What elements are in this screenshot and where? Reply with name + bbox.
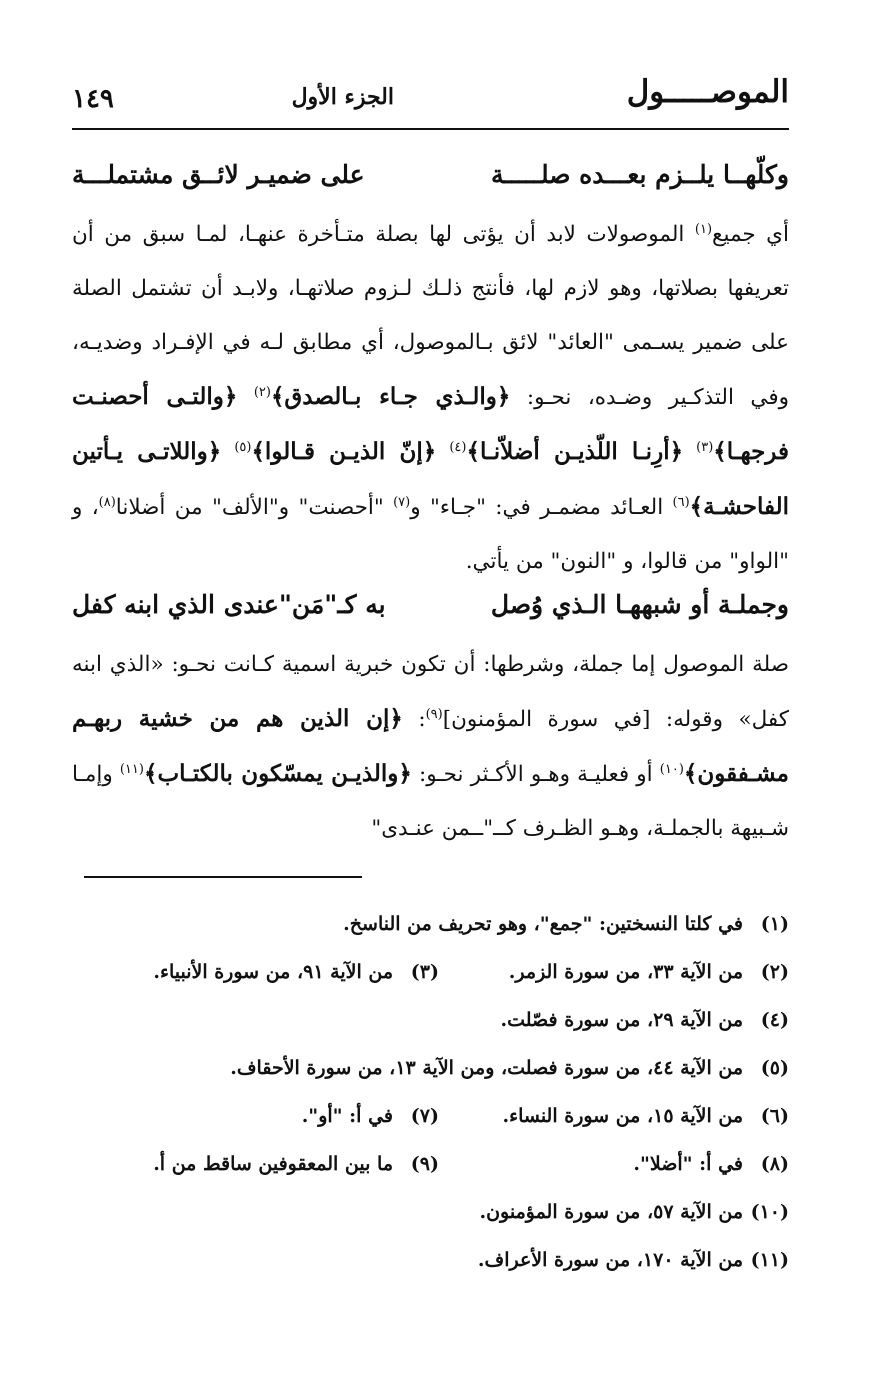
footnote-ref: (٦) xyxy=(672,494,690,510)
text-run: أي جميع xyxy=(712,222,789,247)
text-run: ، و "الواو" من قالوا، و "النون" من يأتي. xyxy=(72,495,789,574)
quran-quote: ﴿والتـى أحصنـت فرجهـا﴾ xyxy=(72,383,789,465)
footnote-row xyxy=(72,1188,789,1236)
footnote-separator xyxy=(84,876,362,878)
quran-quote: ﴿والذيـن يمسّكون بالكتـاب﴾ xyxy=(143,760,412,787)
footnote-ref: (١) xyxy=(694,221,713,237)
quran-quote: ﴿إن الذين هم من خشية ربهـم مشـفقون﴾ xyxy=(72,705,789,787)
text-run: صلة الموصول إما جملة، وشرطها: أن تكون خبرية اسمية كـانت نحـو: «الذي ابنه كفل» وقوله: [في سورة المؤمنون] xyxy=(72,652,789,732)
footnote-ref: (٢) xyxy=(253,384,271,400)
footnote-item xyxy=(509,948,789,996)
footnote-text: من الآية ١٧٠، من سورة الأعراف. xyxy=(477,1249,743,1271)
footnote-row xyxy=(72,996,789,1044)
footnote-item xyxy=(343,900,789,948)
footnote-text: من الآية ٥٧، من سورة المؤمنون. xyxy=(479,1201,743,1223)
verse-hemistich-second: على ضميـر لائــق مشتملـــة xyxy=(72,160,365,189)
footnote-text: في أ: "أو". xyxy=(301,1105,393,1127)
footnote-number: (١١) xyxy=(750,1249,789,1271)
footnote-number: (٦) xyxy=(760,1105,789,1127)
quran-quote: ﴿والـذي جـاء بـالصدق﴾ xyxy=(270,383,511,410)
footnote-text: من الآية ٤٤، من سورة فصلت، ومن الآية ١٣، من سورة الأحقاف. xyxy=(230,1057,743,1079)
footnote-row xyxy=(72,900,789,948)
text-run xyxy=(221,440,234,465)
text-run: أو فعليـة وهـو الأكـثر نحـو: xyxy=(411,762,660,787)
footnote-item xyxy=(478,1236,789,1284)
footnote-text: من الآية ٢٩، من سورة فصّلت. xyxy=(500,1009,743,1031)
footnote-text: ما بين المعقوفين ساقط من أ. xyxy=(153,1153,393,1175)
text-run: الموصولات لابد أن يؤتى لها بصلة متـأخرة عنهـا، لمـا سبق من أن تعريفها بصلاتها، وهو لازم لها، فأنتج ذلـك لـزوم صلاتهـا، ولابـد أن تشتمل الصلة على ضمير يسـمى "العائد" لائق بـالموصول، أي مطابق لـه في الإفـراد وضديـه، وفي التذكـير وضـده، نحـو: xyxy=(72,222,789,410)
verse-hemistich-first: وكلّهــا يلــزم بعـــده صلـــــة xyxy=(490,160,789,189)
footnote-number: (١٠) xyxy=(750,1201,789,1223)
text-run xyxy=(436,440,449,465)
footnotes xyxy=(72,900,789,1284)
footnote-ref: (٩) xyxy=(425,706,443,722)
verse-hemistich-second: به كـ"مَن"عندى الذي ابنه كفل xyxy=(72,590,386,619)
footnote-number: (١) xyxy=(760,913,789,935)
footnote-number: (٥) xyxy=(760,1057,789,1079)
footnote-row xyxy=(72,1044,789,1092)
text-run xyxy=(237,385,254,410)
footnote-row xyxy=(72,1236,789,1284)
footnote-item xyxy=(302,1092,439,1140)
footnote-ref: (٨) xyxy=(98,494,116,510)
footnote-ref: (١١) xyxy=(119,761,144,777)
footnote-item xyxy=(153,1140,439,1188)
footnote-row xyxy=(72,948,789,996)
footnote-ref: (٥) xyxy=(234,439,252,455)
footnote-number: (٨) xyxy=(760,1153,789,1175)
text-run: وإمـا شـبيهة بالجملـة، وهـو الظـرف كــ"ــمن عنـدى" xyxy=(72,762,789,841)
text-run: العـائد مضمـر في: "جـاء" و xyxy=(410,495,673,520)
volume-label: الجزء الأول xyxy=(291,84,394,110)
footnote-item xyxy=(501,996,790,1044)
footnote-ref: (٤) xyxy=(449,439,467,455)
text-run: : xyxy=(402,707,426,732)
footnote-number: (٤) xyxy=(760,1009,789,1031)
footnote-text: في كلتا النسختين: "جمع"، وهو تحريف من الناسخ. xyxy=(343,913,743,935)
footnote-ref: (٣) xyxy=(696,439,714,455)
text-run: "أحصنت" و"الألف" من أضلانا xyxy=(115,495,394,520)
chapter-title: الموصـــــول xyxy=(626,74,789,110)
footnote-text: من الآية ١٥، من سورة النساء. xyxy=(502,1105,743,1127)
quran-quote: ﴿أرِنـا اللّذيـن أضلاّنـا﴾ xyxy=(466,438,684,465)
footnote-item xyxy=(230,1044,789,1092)
text-run xyxy=(683,440,696,465)
verse-hemistich-first: وجملـة أو شبههـا الـذي وُصل xyxy=(490,590,789,619)
footnote-row xyxy=(72,1092,789,1140)
quran-quote: ﴿واللاتـى يـأتين الفاحشـة﴾ xyxy=(72,438,789,520)
commentary-paragraph-2 xyxy=(72,638,789,856)
footnote-number: (٩) xyxy=(410,1153,439,1175)
footnote-row xyxy=(72,1140,789,1188)
page-header xyxy=(72,72,789,130)
footnote-number: (٣) xyxy=(410,961,439,983)
footnote-ref: (٧) xyxy=(393,494,411,510)
footnote-item xyxy=(153,948,439,996)
footnote-number: (٧) xyxy=(410,1105,439,1127)
footnote-number: (٢) xyxy=(760,961,789,983)
footnote-ref: (١٠) xyxy=(659,761,684,777)
footnote-text: في أ: "أضلا". xyxy=(633,1153,743,1175)
footnote-item xyxy=(503,1092,789,1140)
footnote-item xyxy=(633,1140,789,1188)
page-number: ١٤٩ xyxy=(72,84,114,114)
footnote-text: من الآية ٣٣، من سورة الزمر. xyxy=(508,961,743,983)
footnote-text: من الآية ٩١، من سورة الأنبياء. xyxy=(153,961,393,983)
quran-quote: ﴿إنّ الذيـن قـالوا﴾ xyxy=(251,438,437,465)
commentary-paragraph-1 xyxy=(72,208,789,589)
footnote-item xyxy=(479,1188,789,1236)
